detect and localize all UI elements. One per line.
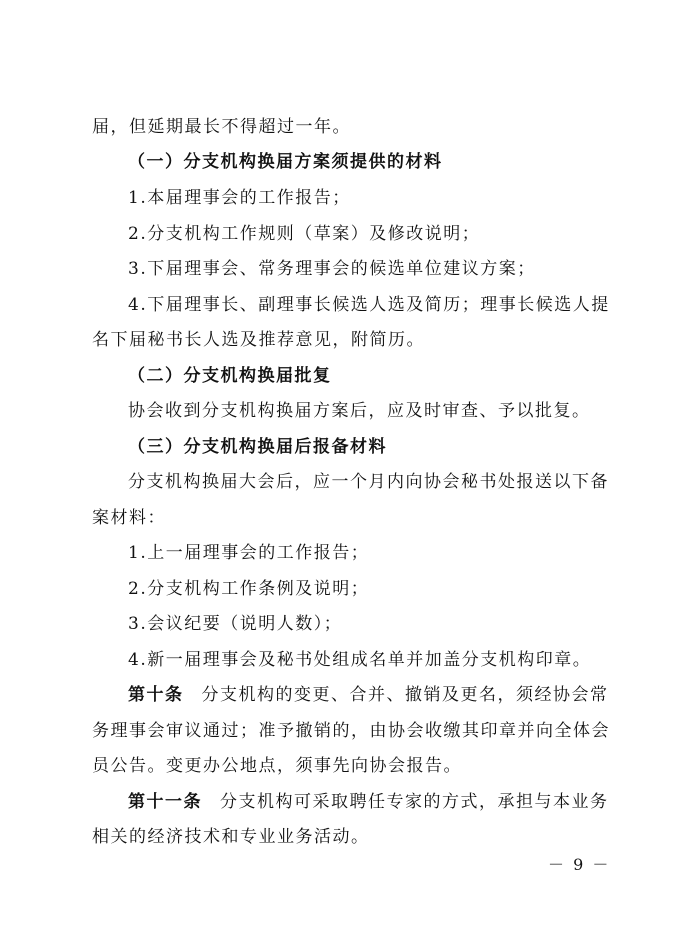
article-11-line (128, 792, 609, 812)
article-11-label: 第十一条 (128, 792, 202, 812)
section-heading: （一）分支机构换届方案须提供的材料 (128, 152, 443, 172)
article-10-line (128, 685, 609, 705)
section-heading: （三）分支机构换届后报备材料 (128, 437, 387, 457)
page-number: － 9 － (548, 855, 611, 874)
article-11-text: 分支机构可采取聘任专家的方式，承担与本业务 (220, 792, 609, 812)
paragraph-line: 务理事会审议通过；准予撤销的，由协会收缴其印章并向全体会 (92, 721, 610, 741)
paragraph-line: 分支机构换届大会后，应一个月内向协会秘书处报送以下备 (128, 472, 609, 492)
list-item: 1.本届理事会的工作报告； (128, 188, 351, 208)
paragraph-line: 名下届秘书长人选及推荐意见，附简历。 (92, 330, 425, 350)
paragraph-line: 案材料： (92, 508, 166, 528)
paragraph-line: 相关的经济技术和专业业务活动。 (92, 827, 370, 847)
list-item: 4.新一届理事会及秘书处组成名单并加盖分支机构印章。 (128, 650, 592, 670)
paragraph-line: 协会收到分支机构换届方案后，应及时审查、予以批复。 (128, 401, 591, 421)
list-item: 3.会议纪要（说明人数）； (128, 614, 343, 634)
section-heading: （二）分支机构换届批复 (128, 366, 332, 386)
list-item: 2.分支机构工作规则（草案）及修改说明； (128, 224, 481, 244)
list-item: 1.上一届理事会的工作报告； (128, 543, 370, 563)
list-item: 2.分支机构工作条例及说明； (128, 579, 370, 599)
paragraph-line: 员公告。变更办公地点，须事先向协会报告。 (92, 756, 462, 776)
list-item: 3.下届理事会、常务理事会的候选单位建议方案； (128, 259, 536, 279)
paragraph-line: 届，但延期最长不得超过一年。 (92, 117, 351, 137)
list-item: 4.下届理事长、副理事长候选人选及简历；理事长候选人提 (128, 295, 610, 315)
article-10-text: 分支机构的变更、合并、撤销及更名，须经协会常 (201, 685, 609, 705)
article-10-label: 第十条 (128, 685, 184, 705)
